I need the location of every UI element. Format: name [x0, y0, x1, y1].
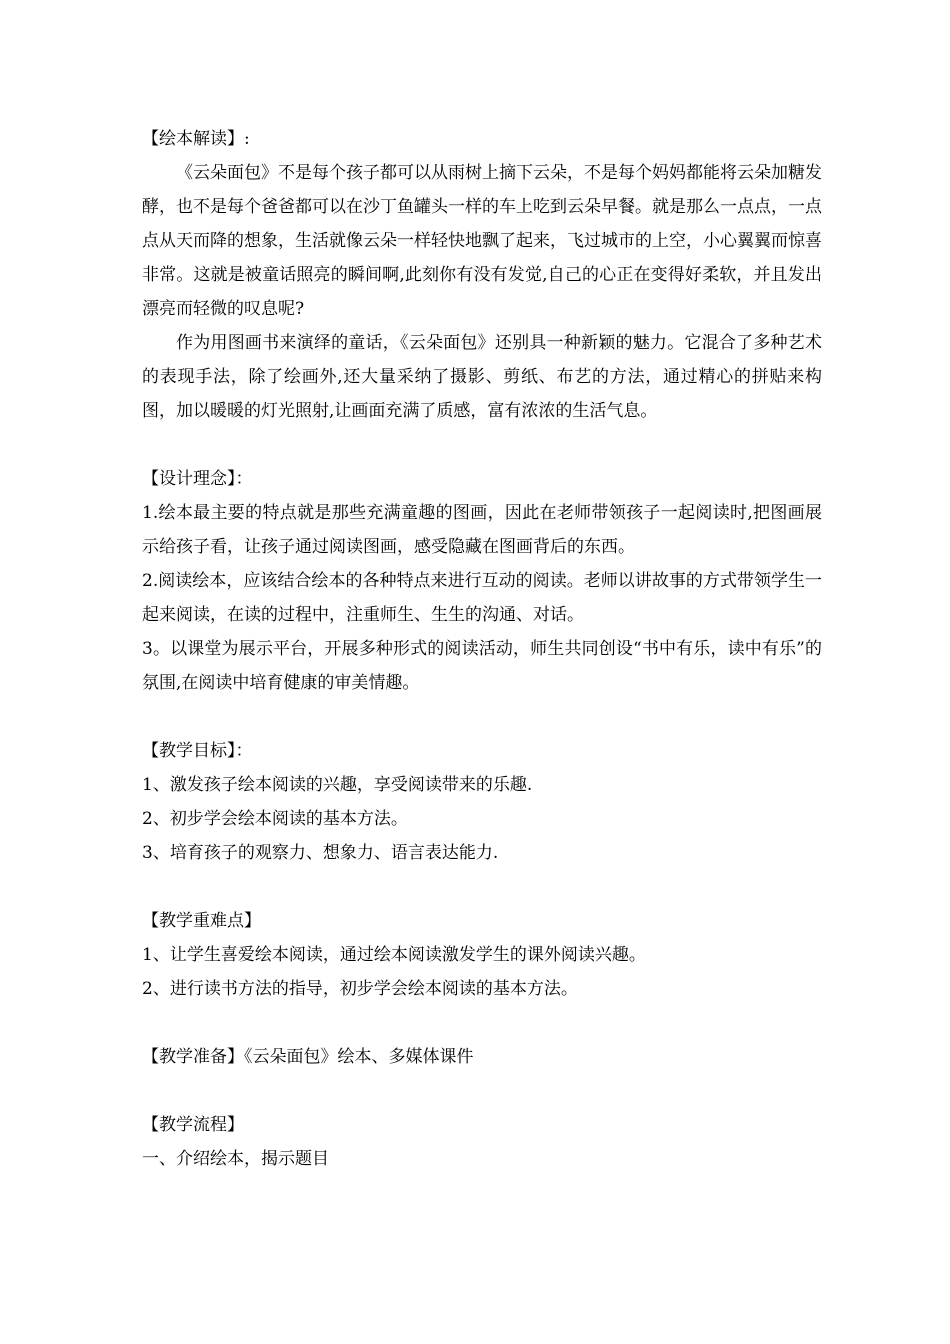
- section-preparation: [142, 1040, 822, 1074]
- list-item: 1、激发孩子绘本阅读的兴趣，享受阅读带来的乐趣.: [142, 775, 533, 795]
- section-heading: 【设计理念】：: [142, 469, 253, 489]
- section-heading: 【教学重难点】: [142, 911, 261, 931]
- section-heading: 【教学准备】: [142, 1047, 244, 1067]
- list-item: 1、让学生喜爱绘本阅读，通过绘本阅读激发学生的课外阅读兴趣。: [142, 945, 646, 965]
- list-item: 2.阅读绘本，应该结合绘本的各种特点来进行互动的阅读。老师以讲故事的方式带领学生一起来阅读，在读的过程中，注重师生、生生的沟通、对话。: [142, 571, 822, 625]
- paragraph: 作为用图画书来演绎的童话，《云朵面包》还别具一种新颖的魅力。它混合了多种艺术的表现手法，除了绘画外,还大量采纳了摄影、剪纸、布艺的方法，通过精心的拼贴来构图，加以暖暖的灯光照射,让画面充满了质感，富有浓浓的生活气息。: [142, 333, 822, 421]
- section-heading: 【教学目标】：: [142, 741, 253, 761]
- section-design: [142, 462, 822, 700]
- list-item: 一、介绍绘本，揭示题目: [142, 1149, 329, 1169]
- section-process: [142, 1108, 822, 1176]
- section-goals: [142, 734, 822, 870]
- section-key-points: [142, 904, 822, 1006]
- list-item: 2、初步学会绘本阅读的基本方法。: [142, 809, 408, 829]
- section-heading: 【教学流程】: [142, 1115, 244, 1135]
- list-item: 3。以课堂为展示平台，开展多种形式的阅读活动，师生共同创设“书中有乐，读中有乐”的氛围,在阅读中培育健康的审美情趣。: [142, 639, 822, 693]
- preparation-line: [142, 1040, 822, 1074]
- paragraph: 《云朵面包》不是每个孩子都可以从雨树上摘下云朵，不是每个妈妈都能将云朵加糖发酵，也不是每个爸爸都可以在沙丁鱼罐头一样的车上吃到云朵早餐。就是那么一点点，一点点从天而降的想象，生活就像云朵一样轻快地飘了起来，飞过城市的上空，小心翼翼而惊喜非常。这就是被童话照亮的瞬间啊,此刻你有没有发觉,自己的心正在变得好柔软，并且发出漂亮而轻微的叹息呢?: [142, 163, 822, 319]
- preparation-value: 《云朵面包》绘本、多媒体课件: [244, 1047, 474, 1067]
- document-content: [142, 122, 822, 1210]
- section-heading: 【绘本解读】:: [142, 129, 250, 149]
- list-item: 1.绘本最主要的特点就是那些充满童趣的图画，因此在老师带领孩子一起阅读时,把图画展示给孩子看，让孩子通过阅读图画，感受隐藏在图画背后的东西。: [142, 503, 822, 557]
- list-item: 3、培育孩子的观察力、想象力、语言表达能力.: [142, 843, 499, 863]
- list-item: 2、进行读书方法的指导，初步学会绘本阅读的基本方法。: [142, 979, 578, 999]
- section-interpretation: [142, 122, 822, 428]
